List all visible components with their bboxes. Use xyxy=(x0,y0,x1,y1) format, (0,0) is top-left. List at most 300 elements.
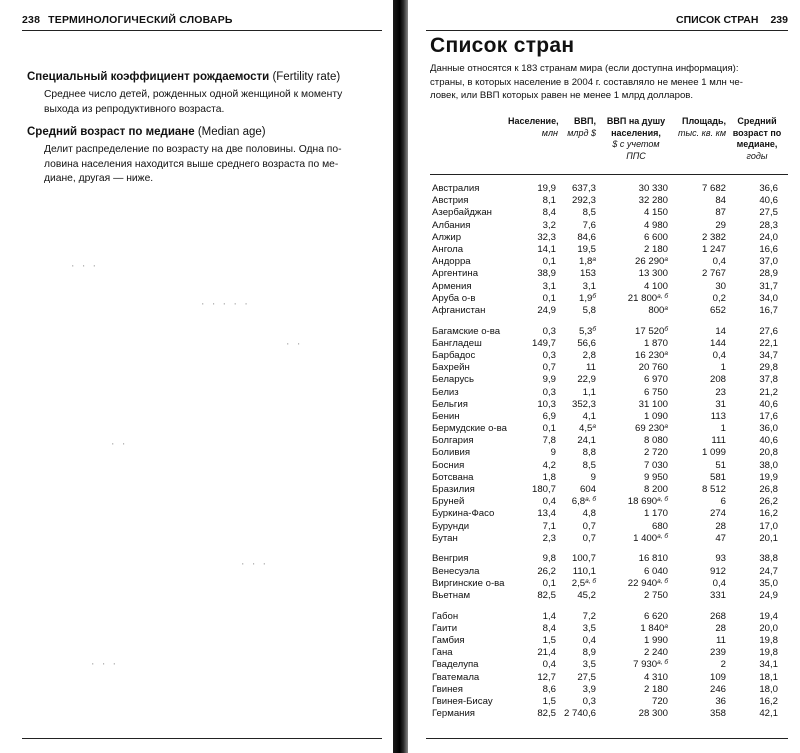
gdp-per-capita-cell xyxy=(608,635,668,647)
median-age-cell-value: 16,2 xyxy=(759,508,778,520)
table-row xyxy=(430,350,788,362)
gdp-per-capita-cell xyxy=(608,508,668,520)
footnote-marker: а, б xyxy=(657,659,668,667)
gdp-cell xyxy=(554,647,596,659)
population-cell xyxy=(510,244,556,256)
area-cell xyxy=(678,635,726,647)
area-cell xyxy=(678,220,726,232)
footnote-marker: б xyxy=(592,292,596,300)
area-cell-value: 6 xyxy=(720,496,726,508)
section-title: Список стран xyxy=(430,34,575,57)
median-age-cell xyxy=(730,623,778,635)
median-age-cell xyxy=(730,374,778,386)
area-cell-value: 2 382 xyxy=(701,231,726,243)
footnote-marker: а, б xyxy=(657,577,668,585)
gdp-per-capita-cell-value: 9 950 xyxy=(643,471,668,483)
gdp-per-capita-cell-value: 4 310 xyxy=(643,671,668,683)
population-cell-value: 149,7 xyxy=(531,337,556,349)
table-row xyxy=(430,484,788,496)
country-name: Бенин xyxy=(432,410,460,422)
right-running-header xyxy=(426,14,788,31)
gdp-per-capita-cell xyxy=(608,232,668,244)
entry-line: диане, другая — ниже. xyxy=(44,173,154,184)
gdp-per-capita-cell-value: 6 600 xyxy=(643,231,668,243)
area-cell xyxy=(678,362,726,374)
median-age-cell xyxy=(730,496,778,508)
median-age-cell-value: 19,9 xyxy=(759,471,778,483)
footnote-marker: а, б xyxy=(657,532,668,540)
table-header xyxy=(430,110,788,180)
gdp-per-capita-cell xyxy=(608,708,668,720)
area-cell-value: 652 xyxy=(709,304,726,316)
table-row xyxy=(430,521,788,533)
median-age-cell-value: 31,7 xyxy=(759,280,778,292)
gdp-per-capita-cell-value: 16 810 xyxy=(638,553,668,565)
gdp-per-capita-cell xyxy=(608,281,668,293)
area-cell-value: 30 xyxy=(715,280,726,292)
area-cell xyxy=(678,423,726,435)
population-cell xyxy=(510,338,556,350)
country-name: Бангладеш xyxy=(432,337,482,349)
median-age-cell xyxy=(730,708,778,720)
gdp-cell-value: 2 740,6 xyxy=(563,708,596,720)
area-cell-value: 1 xyxy=(720,423,726,435)
country-name: Гаити xyxy=(432,622,458,634)
gdp-cell xyxy=(554,472,596,484)
gdp-cell xyxy=(554,399,596,411)
population-cell-value: 3,2 xyxy=(542,219,556,231)
gdp-cell-value: 84,6 xyxy=(577,231,596,243)
median-age-cell xyxy=(730,399,778,411)
population-cell xyxy=(510,326,556,338)
gdp-per-capita-cell xyxy=(608,472,668,484)
population-cell-value: 32,3 xyxy=(537,231,556,243)
population-cell-value: 0,1 xyxy=(542,292,556,304)
table-row xyxy=(430,411,788,423)
country-name: Гваделупа xyxy=(432,659,479,671)
gdp-cell xyxy=(554,326,596,338)
area-cell-value: 29 xyxy=(715,219,726,231)
area-cell xyxy=(678,183,726,195)
median-age-cell xyxy=(730,183,778,195)
area-cell xyxy=(678,268,726,280)
area-cell-value: 208 xyxy=(709,374,726,386)
gdp-cell-value: 24,1 xyxy=(577,435,596,447)
table-row xyxy=(430,281,788,293)
gdp-per-capita-cell xyxy=(608,338,668,350)
gdp-per-capita-cell-value: 20 760 xyxy=(638,362,668,374)
median-age-cell xyxy=(730,553,778,565)
median-age-cell-value: 42,1 xyxy=(759,708,778,720)
gdp-per-capita-cell-value: 6 970 xyxy=(643,374,668,386)
gdp-cell xyxy=(554,590,596,602)
country-name: Армения xyxy=(432,280,472,292)
area-cell-value: 0,4 xyxy=(712,256,726,268)
table-row xyxy=(430,684,788,696)
gdp-per-capita-cell-value: 800 xyxy=(648,304,665,316)
country-name: Боливия xyxy=(432,447,471,459)
population-cell xyxy=(510,553,556,565)
country-name: Бахрейн xyxy=(432,362,470,374)
population-cell xyxy=(510,611,556,623)
scan-noise: · · xyxy=(110,440,127,450)
area-cell-value: 51 xyxy=(715,459,726,471)
population-cell-value: 8,4 xyxy=(542,622,556,634)
footnote-marker: а, б xyxy=(657,496,668,504)
gdp-per-capita-cell-value: 1 870 xyxy=(643,337,668,349)
gdp-cell-value: 45,2 xyxy=(577,590,596,601)
median-age-cell-value: 28,9 xyxy=(759,268,778,280)
gdp-cell xyxy=(554,244,596,256)
entry-title-fertility xyxy=(27,71,340,83)
population-cell-value: 4,2 xyxy=(542,459,556,471)
population-cell-value: 9,8 xyxy=(542,553,556,565)
median-age-cell-value: 37,0 xyxy=(759,256,778,268)
gdp-per-capita-cell-value: 13 300 xyxy=(638,268,668,280)
population-cell xyxy=(510,590,556,602)
area-cell xyxy=(678,611,726,623)
population-cell xyxy=(510,362,556,374)
median-age-cell xyxy=(730,611,778,623)
footnote-marker: а, б xyxy=(585,496,596,504)
country-name: Австрия xyxy=(432,195,469,207)
area-cell-value: 239 xyxy=(709,647,726,659)
median-age-cell-value: 17,6 xyxy=(759,410,778,422)
population-cell-value: 0,7 xyxy=(542,362,556,374)
median-age-cell-value: 19,4 xyxy=(759,610,778,622)
median-age-cell xyxy=(730,281,778,293)
median-age-cell xyxy=(730,220,778,232)
area-cell-value: 28 xyxy=(715,622,726,634)
gdp-per-capita-cell xyxy=(608,435,668,447)
gdp-per-capita-cell-value: 2 720 xyxy=(643,447,668,459)
gdp-per-capita-cell-value: 28 300 xyxy=(638,708,668,720)
gdp-per-capita-cell-value: 21 800 xyxy=(627,292,658,304)
country-table-body xyxy=(430,183,788,720)
gdp-cell xyxy=(554,411,596,423)
table-row xyxy=(430,578,788,590)
population-cell-value: 1,8 xyxy=(542,471,556,483)
population-cell xyxy=(510,496,556,508)
gdp-cell xyxy=(554,423,596,435)
scan-noise: · · · xyxy=(90,660,118,670)
table-row xyxy=(430,508,788,520)
gdp-cell-value: 4,1 xyxy=(582,410,596,422)
table-row xyxy=(430,326,788,338)
area-cell-value: 246 xyxy=(709,683,726,695)
median-age-cell xyxy=(730,423,778,435)
population-cell-value: 1,5 xyxy=(542,696,556,707)
gdp-per-capita-cell-value: 30 330 xyxy=(638,183,668,194)
population-cell xyxy=(510,521,556,533)
population-cell-value: 38,9 xyxy=(537,268,556,280)
table-row xyxy=(430,566,788,578)
country-name: Бутан xyxy=(432,532,458,544)
entry-line: ловина населения находится выше среднего возраста по ме- xyxy=(44,158,339,170)
gdp-cell-value: 1,9 xyxy=(579,292,593,304)
area-cell-value: 84 xyxy=(715,195,726,207)
gdp-per-capita-cell-value: 18 690 xyxy=(627,496,658,508)
gdp-per-capita-cell-value: 2 240 xyxy=(643,647,668,659)
table-row xyxy=(430,268,788,280)
gdp-per-capita-cell-value: 1 990 xyxy=(643,635,668,647)
median-age-cell-value: 18,1 xyxy=(759,671,778,683)
median-age-cell xyxy=(730,521,778,533)
gdp-cell-value: 27,5 xyxy=(577,671,596,683)
right-bottom-rule xyxy=(426,738,788,739)
area-cell xyxy=(678,326,726,338)
population-cell-value: 82,5 xyxy=(537,708,556,720)
country-name: Венгрия xyxy=(432,553,469,565)
left-running-header xyxy=(22,14,382,31)
gdp-cell xyxy=(554,521,596,533)
entry-line: выхода из репродуктивного возраста. xyxy=(44,103,225,115)
median-age-cell xyxy=(730,533,778,545)
population-cell-value: 3,1 xyxy=(542,280,556,292)
population-cell xyxy=(510,411,556,423)
area-cell-value: 2 767 xyxy=(701,268,726,280)
gdp-cell-value: 0,3 xyxy=(582,696,596,707)
entry-line: Среднее число детей, рожденных одной женщиной к моменту xyxy=(44,89,343,100)
area-cell-value: 331 xyxy=(709,590,726,601)
area-cell-value: 0,2 xyxy=(712,292,726,304)
table-row xyxy=(430,374,788,386)
right-page-number: 239 xyxy=(770,14,788,26)
area-cell xyxy=(678,399,726,411)
table-row xyxy=(430,220,788,232)
table-row xyxy=(430,183,788,195)
median-age-cell xyxy=(730,411,778,423)
scan-noise: · · xyxy=(285,340,302,350)
population-cell-value: 9,9 xyxy=(542,374,556,386)
footnote-marker: a xyxy=(664,349,668,357)
median-age-cell xyxy=(730,350,778,362)
table-row xyxy=(430,447,788,459)
table-row xyxy=(430,590,788,602)
table-row xyxy=(430,244,788,256)
population-cell xyxy=(510,256,556,268)
population-cell xyxy=(510,268,556,280)
left-running-head-title: ТЕРМИНОЛОГИЧЕСКИЙ СЛОВАРЬ xyxy=(48,14,233,26)
gdp-per-capita-cell-value: 2 750 xyxy=(643,590,668,601)
population-cell xyxy=(510,623,556,635)
table-row xyxy=(430,708,788,720)
population-cell-value: 0,1 xyxy=(542,577,556,589)
gdp-cell xyxy=(554,232,596,244)
population-cell xyxy=(510,472,556,484)
gdp-per-capita-cell xyxy=(608,399,668,411)
population-cell-value: 13,4 xyxy=(537,508,556,520)
table-row xyxy=(430,533,788,545)
table-row xyxy=(430,635,788,647)
country-name: Аргентина xyxy=(432,268,479,280)
median-age-cell-value: 18,0 xyxy=(759,683,778,695)
gdp-per-capita-cell xyxy=(608,374,668,386)
intro-paragraph xyxy=(430,62,790,103)
median-age-cell-value: 40,6 xyxy=(759,398,778,410)
area-cell xyxy=(678,338,726,350)
median-age-cell xyxy=(730,472,778,484)
gdp-per-capita-cell xyxy=(608,195,668,207)
population-cell-value: 8,6 xyxy=(542,683,556,695)
gdp-per-capita-cell xyxy=(608,590,668,602)
area-cell xyxy=(678,281,726,293)
gdp-cell-value: 3,1 xyxy=(582,280,596,292)
population-cell-value: 0,1 xyxy=(542,423,556,435)
population-cell xyxy=(510,435,556,447)
right-running-head-title: СПИСОК СТРАН xyxy=(675,14,759,26)
median-age-cell-value: 24,9 xyxy=(759,590,778,601)
country-name: Алжир xyxy=(432,231,462,243)
country-name: Беларусь xyxy=(432,374,474,386)
population-cell-value: 1,5 xyxy=(542,635,556,647)
intro-line: Данные относятся к 183 странам мира (если доступна информация): xyxy=(430,63,739,74)
population-cell-value: 12,7 xyxy=(537,671,556,683)
population-cell xyxy=(510,635,556,647)
gdp-cell xyxy=(554,387,596,399)
gdp-cell-value: 7,2 xyxy=(582,610,596,622)
gdp-cell-value: 5,8 xyxy=(582,304,596,316)
column-header-population: Население, млн xyxy=(508,116,559,138)
median-age-cell-value: 36,6 xyxy=(759,183,778,194)
population-cell xyxy=(510,305,556,317)
median-age-cell xyxy=(730,244,778,256)
gdp-cell-value: 4,5 xyxy=(579,423,593,435)
area-cell-value: 11 xyxy=(716,635,726,647)
area-cell xyxy=(678,553,726,565)
population-cell xyxy=(510,399,556,411)
table-row xyxy=(430,460,788,472)
area-cell xyxy=(678,447,726,459)
population-cell-value: 1,4 xyxy=(542,610,556,622)
population-cell xyxy=(510,708,556,720)
median-age-cell xyxy=(730,447,778,459)
gdp-cell-value: 2,8 xyxy=(582,349,596,361)
gdp-cell-value: 8,8 xyxy=(582,447,596,459)
country-name: Гана xyxy=(432,647,453,659)
country-name: Гвинея-Бисау xyxy=(432,696,493,707)
population-cell xyxy=(510,533,556,545)
table-row xyxy=(430,496,788,508)
gdp-per-capita-cell xyxy=(608,623,668,635)
gdp-cell-value: 153 xyxy=(579,268,596,280)
gdp-cell xyxy=(554,195,596,207)
table-row xyxy=(430,611,788,623)
gdp-per-capita-cell-value: 22 940 xyxy=(627,577,658,589)
gdp-per-capita-cell xyxy=(608,350,668,362)
gdp-per-capita-cell xyxy=(608,533,668,545)
table-row xyxy=(430,256,788,268)
table-row xyxy=(430,472,788,484)
gdp-cell xyxy=(554,220,596,232)
population-cell xyxy=(510,684,556,696)
gdp-per-capita-cell xyxy=(608,207,668,219)
population-cell-value: 6,9 xyxy=(542,410,556,422)
area-cell-value: 8 512 xyxy=(701,484,726,495)
population-cell xyxy=(510,566,556,578)
median-age-cell xyxy=(730,684,778,696)
population-cell-value: 0,3 xyxy=(542,349,556,361)
gdp-cell xyxy=(554,435,596,447)
gdp-per-capita-cell-value: 7 030 xyxy=(643,459,668,471)
area-cell xyxy=(678,533,726,545)
area-cell xyxy=(678,659,726,671)
gdp-cell-value: 56,6 xyxy=(577,337,596,349)
gdp-cell-value: 2,5 xyxy=(571,577,586,589)
median-age-cell xyxy=(730,338,778,350)
population-cell-value: 19,9 xyxy=(537,183,556,194)
area-cell xyxy=(678,195,726,207)
country-name: Афганистан xyxy=(432,304,486,316)
population-cell-value: 14,1 xyxy=(537,243,556,255)
median-age-cell-value: 28,3 xyxy=(759,219,778,231)
gdp-per-capita-cell-value: 17 520 xyxy=(635,325,665,337)
population-cell xyxy=(510,460,556,472)
area-cell-value: 14 xyxy=(715,325,726,337)
area-cell-value: 268 xyxy=(709,610,726,622)
gdp-cell xyxy=(554,338,596,350)
table-row xyxy=(430,362,788,374)
area-cell xyxy=(678,647,726,659)
column-header-gdp-per-capita: ВВП на душу населения, $ с учетом ППС xyxy=(606,116,666,161)
gdp-cell-value: 1,8 xyxy=(579,256,593,268)
median-age-cell-value: 27,6 xyxy=(759,325,778,337)
group-spacer xyxy=(430,545,788,554)
footnote-marker: a xyxy=(664,304,668,312)
median-age-cell-value: 21,2 xyxy=(759,386,778,398)
table-row xyxy=(430,305,788,317)
population-cell-value: 8,1 xyxy=(542,195,556,207)
median-age-cell xyxy=(730,635,778,647)
header-rule xyxy=(430,174,788,175)
gdp-cell xyxy=(554,533,596,545)
gdp-cell-value: 22,9 xyxy=(577,374,596,386)
population-cell-value: 9 xyxy=(550,447,556,459)
area-cell xyxy=(678,256,726,268)
median-age-cell-value: 19,8 xyxy=(759,635,778,647)
table-row xyxy=(430,435,788,447)
gdp-cell-value: 3,5 xyxy=(582,622,596,634)
gdp-per-capita-cell xyxy=(608,684,668,696)
population-cell-value: 24,9 xyxy=(537,304,556,316)
gdp-cell-value: 8,5 xyxy=(582,207,596,219)
area-cell xyxy=(678,684,726,696)
population-cell-value: 8,4 xyxy=(542,207,556,219)
gdp-cell-value: 352,3 xyxy=(571,398,596,410)
area-cell xyxy=(678,623,726,635)
population-cell-value: 180,7 xyxy=(531,484,556,495)
area-cell xyxy=(678,374,726,386)
country-name: Аруба о-в xyxy=(432,292,476,304)
median-age-cell-value: 24,7 xyxy=(759,565,778,577)
median-age-cell-value: 20,1 xyxy=(759,532,778,544)
gdp-per-capita-cell-value: 680 xyxy=(651,520,668,532)
population-cell xyxy=(510,696,556,708)
gdp-per-capita-cell-value: 4 150 xyxy=(643,207,668,219)
column-header-median-age: Средний возраст по медиане, годы xyxy=(732,116,782,161)
country-name: Виргинские о-ва xyxy=(432,577,505,589)
population-cell xyxy=(510,647,556,659)
area-cell xyxy=(678,350,726,362)
area-cell xyxy=(678,590,726,602)
population-cell xyxy=(510,578,556,590)
gdp-cell-value: 110,1 xyxy=(572,565,596,577)
gdp-cell xyxy=(554,350,596,362)
gdp-per-capita-cell xyxy=(608,447,668,459)
gdp-cell xyxy=(554,635,596,647)
median-age-cell xyxy=(730,590,778,602)
gdp-per-capita-cell-value: 1 840 xyxy=(640,622,665,634)
